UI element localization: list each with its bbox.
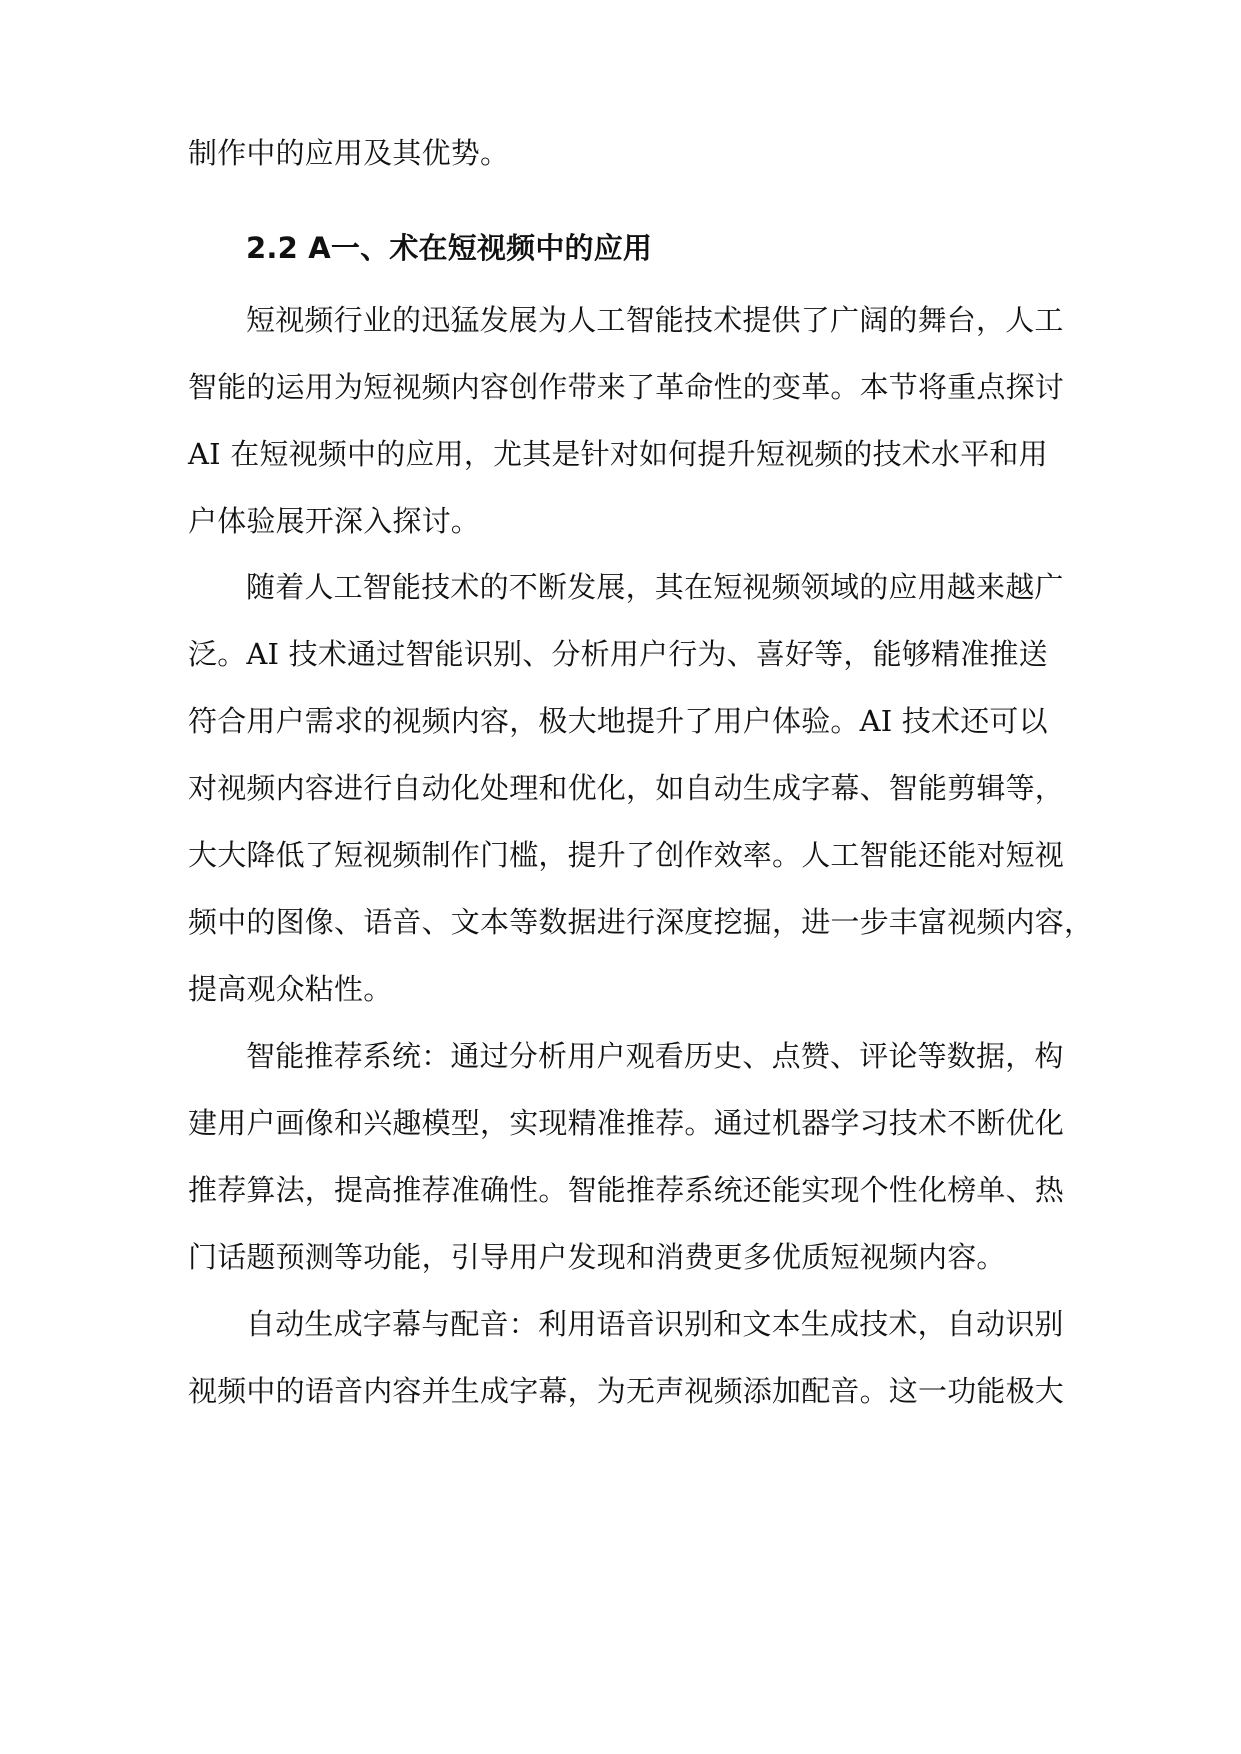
text-line: 对视频内容进行自动化处理和优化，如自动生成字幕、智能剪辑等， xyxy=(188,771,1065,805)
text-line: 制作中的应用及其优势。 xyxy=(188,136,510,170)
text-line: AI 在短视频中的应用，尤其是针对如何提升短视频的技术水平和用 xyxy=(188,437,1048,471)
text-line: 视频中的语音内容并生成字幕，为无声视频添加配音。这一功能极大 xyxy=(188,1374,1065,1408)
text-line: 频中的图像、语音、文本等数据进行深度挖掘，进一步丰富视频内容， xyxy=(188,905,1094,939)
text-line: 随着人工智能技术的不断发展，其在短视频领域的应用越来越广 xyxy=(246,570,1064,604)
text-line: 提高观众粘性。 xyxy=(188,972,393,1006)
text-line: 智能的运用为短视频内容创作带来了革命性的变革。本节将重点探讨 xyxy=(188,370,1065,404)
text-line: 大大降低了短视频制作门槛，提升了创作效率。人工智能还能对短视 xyxy=(188,838,1065,872)
text-line: 建用户画像和兴趣模型，实现精准推荐。通过机器学习技术不断优化 xyxy=(188,1106,1065,1140)
text-line: 符合用户需求的视频内容，极大地提升了用户体验。AI 技术还可以 xyxy=(188,704,1048,738)
section-heading: 2.2 A一、术在短视频中的应用 xyxy=(246,231,653,265)
text-line: 自动生成字幕与配音：利用语音识别和文本生成技术，自动识别 xyxy=(246,1307,1064,1341)
text-line: 智能推荐系统：通过分析用户观看历史、点赞、评论等数据，构 xyxy=(246,1039,1064,1073)
text-line: 泛。AI 技术通过智能识别、分析用户行为、喜好等，能够精准推送 xyxy=(188,637,1048,671)
text-line: 推荐算法，提高推荐准确性。智能推荐系统还能实现个性化榜单、热 xyxy=(188,1173,1065,1207)
text-line: 门话题预测等功能，引导用户发现和消费更多优质短视频内容。 xyxy=(188,1240,1006,1274)
text-line: 短视频行业的迅猛发展为人工智能技术提供了广阔的舞台，人工 xyxy=(246,303,1064,337)
text-line: 户体验展开深入探讨。 xyxy=(188,504,481,538)
